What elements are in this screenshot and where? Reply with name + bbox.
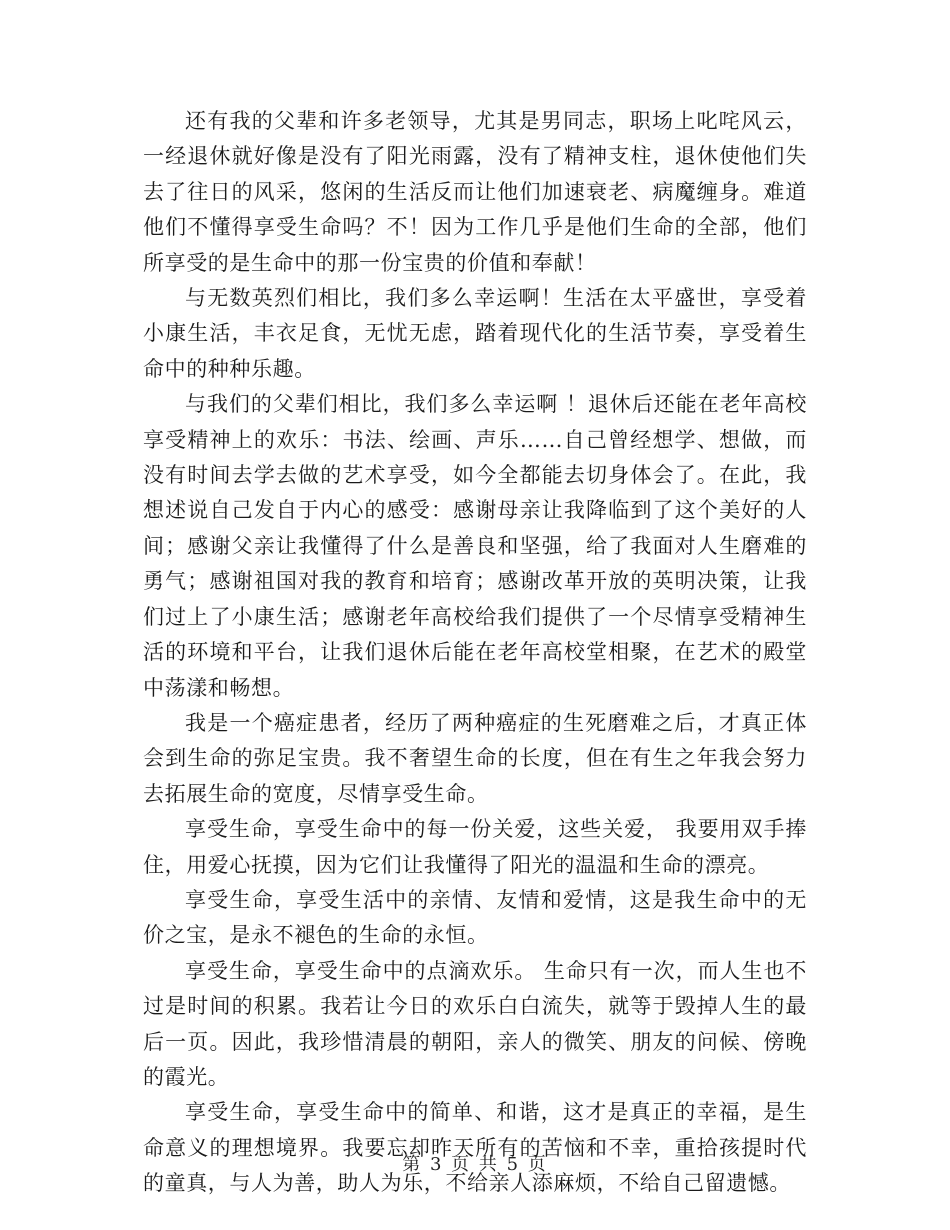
paragraph-cancer-patient: 我是一个癌症患者，经历了两种癌症的生死磨难之后，才真正体会到生命的弥足宝贵。我不奢望生命的长度，但在有生之年我会努力去拓展生命的宽度，尽情享受生命。	[143, 710, 807, 806]
page-number-footer: 第 3 页 共 5 页	[402, 1154, 548, 1175]
paragraph-enjoy-care: 享受生命，享受生命中的每一份关爱，这些关爱， 我要用双手捧住，用爱心抚摸，因为它们让我懂得了阳光的温温和生命的漂亮。	[143, 817, 807, 877]
paragraph-enjoy-simplicity: 享受生命，享受生命中的简单、和谐，这才是真正的幸福，是生命意义的理想境界。我要忘却昨天所有的苦恼和不幸，重拾孩提时代的童真，与人为善，助人为乐，不给亲人添麻烦，不给自己留遗憾。	[143, 1100, 807, 1196]
paragraph-gratitude: 与我们的父辈们相比，我们多么幸运啊 ！退休后还能在老年高校享受精神上的欢乐：书法、绘画、声乐……自己曾经想学、想做，而没有时间去学去做的艺术享受，如今全都能去切身体会了。在此，我想述说自己发自于内心的感受：感谢母亲让我降临到了这个美好的人间；感谢父亲让我懂得了什么是善良和坚强，给了我面对人生磨难的勇气；感谢祖国对我的教育和培育；感谢改革开放的英明决策，让我们过上了小康生活；感谢老年高校给我们提供了一个尽情享受精神生活的环境和平台，让我们退休后能在老年高校堂相聚，在艺术的殿堂中荡漾和畅想。	[143, 392, 807, 700]
paragraph-enjoy-joy: 享受生命，享受生命中的点滴欢乐。 生命只有一次，而人生也不过是时间的积累。我若让今日的欢乐白白流失，就等于毁掉人生的最后一页。因此，我珍惜清晨的朝阳，亲人的微笑、朋友的问候、傍晚的霞光。	[143, 958, 807, 1089]
paragraph-martyrs-comparison: 与无数英烈们相比，我们多么幸运啊！生活在太平盛世，享受着小康生活，丰衣足食，无忧无虑，踏着现代化的生活节奏，享受着生命中的种种乐趣。	[143, 286, 807, 381]
paragraph-enjoy-affection: 享受生命，享受生活中的亲情、友情和爱情，这是我生命中的无价之宝，是永不褪色的生命的永恒。	[143, 887, 807, 948]
document-body	[143, 104, 807, 1202]
paragraph-father-generation: 还有我的父辈和许多老领导，尤其是男同志，职场上叱咤风云，一经退休就好像是没有了阳光雨露，没有了精神支柱，退休使他们失去了往日的风采，悠闲的生活反而让他们加速衰老、病魔缠身。难道他们不懂得享受生命吗？不！因为工作几乎是他们生命的全部，他们所享受的是生命中的那一份宝贵的价值和奉献！	[143, 109, 807, 275]
